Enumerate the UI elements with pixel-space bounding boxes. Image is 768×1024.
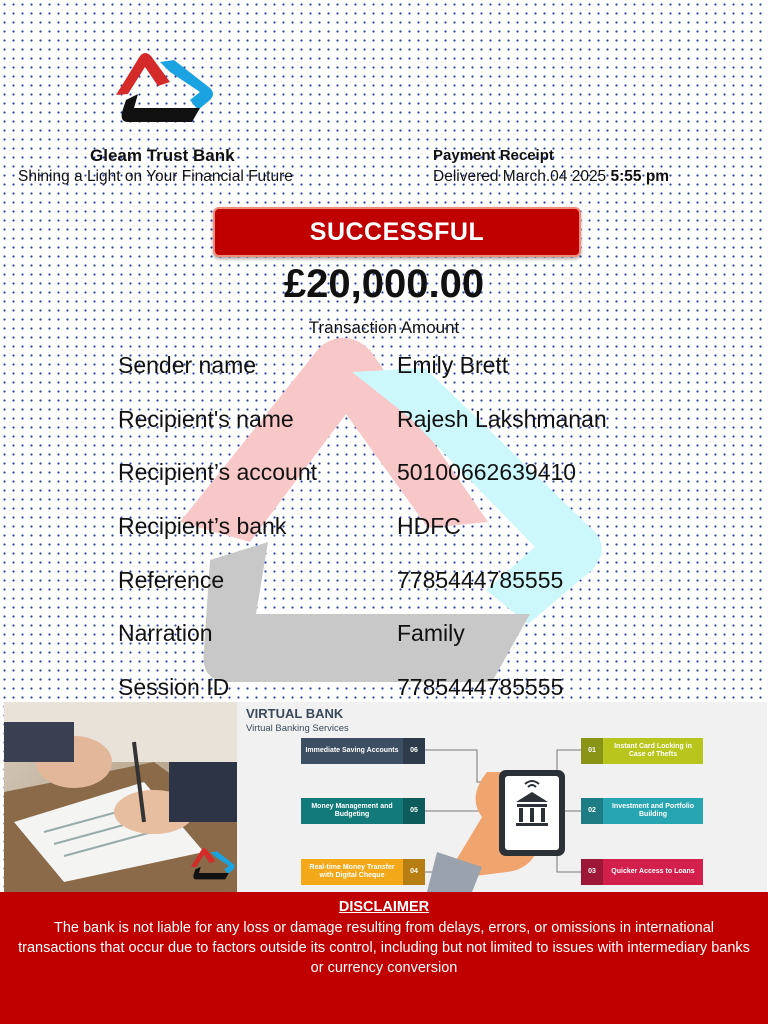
- banner-subtitle: Virtual Banking Services: [246, 723, 349, 734]
- detail-value: Family: [397, 620, 465, 647]
- detail-row-recipient-account: [118, 455, 718, 509]
- status-badge: SUCCESSFUL: [213, 207, 581, 257]
- detail-value: 7785444785555: [397, 674, 564, 701]
- disclaimer-title: DISCLAIMER: [338, 899, 430, 915]
- service-card-card-locking: [581, 738, 703, 764]
- service-card-money-management: [301, 798, 425, 824]
- service-card-loans: [581, 859, 703, 885]
- detail-value: 50100662639410: [397, 459, 577, 486]
- service-card-money-transfer: [301, 859, 425, 885]
- service-number: 05: [403, 798, 425, 824]
- disclaimer-text: The bank is not liable for any loss or damage resulting from delays, errors, or omissions in international transactions that occur due to factors outside its control, including but not limited to issues with intermediary banks or currency conversion: [18, 920, 750, 976]
- detail-label: Sender name: [118, 352, 257, 378]
- detail-value: 7785444785555: [397, 566, 564, 593]
- service-text: Investment and Portfolio Building: [611, 803, 695, 818]
- detail-label: Narration: [118, 620, 213, 647]
- service-number: 06: [403, 738, 425, 764]
- detail-row-narration: [118, 616, 718, 670]
- detail-label: Recipient’s bank: [118, 513, 287, 540]
- disclaimer-section: [0, 892, 768, 1024]
- service-number: 02: [581, 798, 603, 824]
- service-number: 04: [403, 859, 425, 885]
- bank-logo-icon: [112, 50, 218, 126]
- detail-value: Emily Brett: [397, 352, 509, 378]
- bank-name: Gleam Trust Bank: [90, 146, 235, 165]
- virtual-bank-banner: [4, 702, 767, 892]
- detail-label: Reference: [118, 566, 225, 593]
- detail-label: Session ID: [118, 674, 230, 701]
- detail-label: Recipient’s account: [118, 459, 318, 486]
- detail-label: Recipient's name: [118, 405, 294, 432]
- banner-logo-icon: [189, 845, 237, 883]
- service-text: Quicker Access to Loans: [611, 868, 695, 875]
- delivered-date: Delivered March.04 2025: [433, 168, 607, 185]
- transaction-amount-label: Transaction Amount: [308, 318, 460, 337]
- banner-title: VIRTUAL BANK: [246, 706, 344, 721]
- delivered-timestamp: [433, 168, 669, 186]
- receipt-title: Payment Receipt: [433, 147, 554, 164]
- transaction-amount: £20,000.00: [283, 262, 485, 306]
- service-text: Real-time Money Transfer with Digital Cheque: [309, 864, 395, 879]
- signing-document-photo: [4, 702, 237, 892]
- service-card-investment: [581, 798, 703, 824]
- detail-row-recipient-name: [118, 402, 718, 456]
- service-number: 03: [581, 859, 603, 885]
- service-number: 01: [581, 738, 603, 764]
- detail-row-reference: [118, 563, 718, 617]
- service-text: Instant Card Locking in Case of Thefts: [614, 743, 692, 758]
- detail-value: HDFC: [397, 513, 461, 540]
- transaction-details: [118, 348, 718, 724]
- detail-row-sender-name: [118, 348, 718, 402]
- service-card-saving-accounts: [301, 738, 425, 764]
- delivered-time: 5:55 pm: [610, 168, 670, 185]
- bank-tagline: Shining a Light on Your Financial Future: [18, 168, 293, 185]
- detail-row-recipient-bank: [118, 509, 718, 563]
- detail-value: Rajesh Lakshmanan: [397, 405, 607, 432]
- service-text: Immediate Saving Accounts: [305, 747, 399, 754]
- service-text: Money Management and Budgeting: [311, 803, 393, 818]
